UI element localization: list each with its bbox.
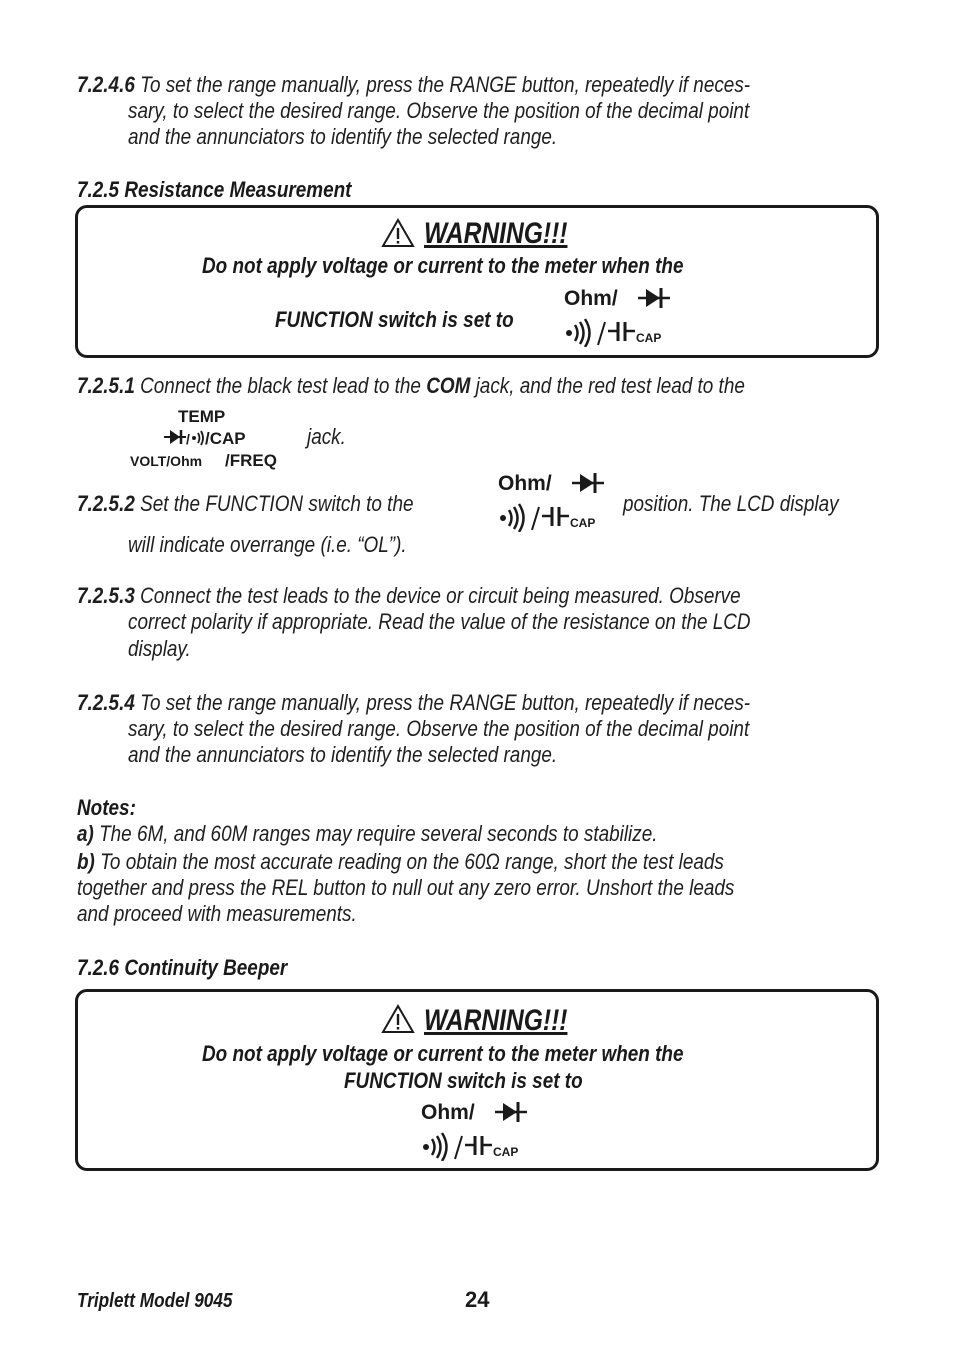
com-jack-label: COM — [426, 373, 471, 398]
note-b-line3: and proceed with measurements. — [77, 901, 357, 926]
note-label: b) — [77, 849, 95, 874]
paragraph-7254-line1 — [77, 690, 750, 716]
note-a — [77, 821, 658, 847]
warning-title: WARNING!!! — [424, 217, 568, 250]
ohm-diode-continuity-cap-icon — [560, 285, 680, 347]
input-jack-symbol-icon — [128, 404, 296, 470]
section-heading-725: 7.2.5 Resistance Measurement — [77, 177, 352, 202]
paragraph-text: Connect the black test lead to the — [134, 373, 427, 398]
page-number: 24 — [465, 1287, 490, 1312]
cap-label: /CAP — [205, 429, 246, 448]
paragraph-text: jack, and the red test lead to the — [470, 373, 745, 398]
paragraph-7246-line1 — [77, 72, 750, 98]
paragraph-7252-line2: will indicate overrange (i.e. “OL”). — [128, 532, 407, 557]
ohm-label: Ohm/ — [498, 472, 552, 495]
section-number: 7.2.5.3 — [77, 583, 135, 608]
paragraph-text: To set the range manually, press the RANGE button, repeatedly if neces- — [134, 72, 751, 97]
paragraph-text: Connect the test leads to the device or circuit being measured. Observe — [134, 583, 741, 608]
warning-text-line2: FUNCTION switch is set to — [275, 307, 514, 332]
paragraph-7246-line3: and the annunciators to identify the selected range. — [128, 124, 558, 149]
section-number: 7.2.5.2 — [77, 491, 135, 516]
paragraph-7253-line2: correct polarity if appropriate. Read the value of the resistance on the LCD — [128, 609, 751, 634]
paragraph-7254-line3: and the annunciators to identify the selected range. — [128, 742, 558, 767]
ohm-diode-continuity-cap-icon — [417, 1099, 537, 1161]
ohm-diode-continuity-cap-icon — [494, 470, 614, 532]
section-heading-726: 7.2.6 Continuity Beeper — [77, 955, 288, 980]
warning-triangle-icon — [381, 1004, 415, 1034]
section-number: 7.2.4.6 — [77, 72, 135, 97]
warning-text-line2: FUNCTION switch is set to — [344, 1068, 583, 1093]
cap-label: CAP — [636, 331, 662, 345]
cap-label: CAP — [570, 516, 596, 530]
section-number: 7.2.5.4 — [77, 690, 135, 715]
ohm-label: Ohm/ — [421, 1101, 475, 1124]
paragraph-7252-line1b: position. The LCD display — [623, 491, 839, 516]
note-b-line1 — [77, 849, 724, 875]
note-label: a) — [77, 821, 94, 846]
paragraph-7253-line1 — [77, 583, 741, 609]
section-number: 7.2.5.1 — [77, 373, 135, 398]
svg-text:/: / — [186, 431, 190, 447]
paragraph-7252-line1 — [77, 491, 413, 517]
warning-triangle-icon — [381, 218, 415, 248]
note-text: To obtain the most accurate reading on the 60Ω range, short the test leads — [94, 849, 724, 874]
warning-text-line1: Do not apply voltage or current to the meter when the — [202, 1041, 684, 1066]
notes-title: Notes: — [77, 795, 136, 820]
warning-title: WARNING!!! — [424, 1004, 568, 1037]
note-b-line2: together and press the REL button to null out any zero error. Unshort the leads — [77, 875, 735, 900]
footer-model: Triplett Model 9045 — [77, 1290, 233, 1312]
paragraph-7251-line1 — [77, 373, 745, 399]
paragraph-7246-line2: sary, to select the desired range. Observe the position of the decimal point — [128, 98, 750, 123]
temp-label: TEMP — [178, 407, 226, 426]
paragraph-7253-line3: display. — [128, 636, 191, 661]
freq-label: /FREQ — [225, 451, 277, 470]
ohm-label: Ohm/ — [564, 287, 618, 310]
paragraph-text: Set the FUNCTION switch to the — [134, 491, 414, 516]
paragraph-text: To set the range manually, press the RANGE button, repeatedly if neces- — [134, 690, 751, 715]
cap-label: CAP — [493, 1145, 519, 1159]
paragraph-7254-line2: sary, to select the desired range. Observe the position of the decimal point — [128, 716, 750, 741]
paragraph-7251-jack: jack. — [307, 424, 346, 449]
volt-ohm-label: VOLT/Ohm — [130, 453, 203, 469]
warning-text-line1: Do not apply voltage or current to the meter when the — [202, 253, 684, 278]
note-text: The 6M, and 60M ranges may require several seconds to stabilize. — [93, 821, 658, 846]
